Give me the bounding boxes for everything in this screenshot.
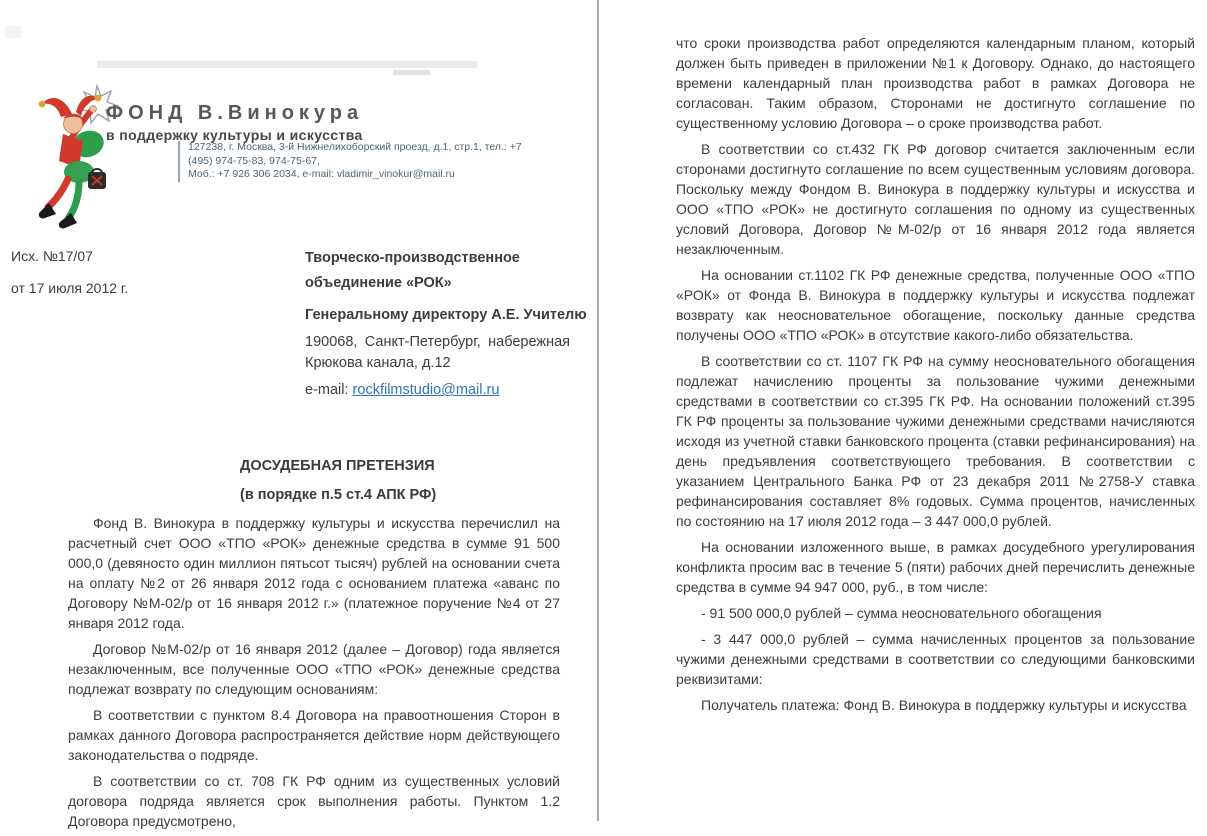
document-title <box>68 458 560 503</box>
letter-date: от 17 июля 2012 г. <box>11 280 129 296</box>
body-paragraph: что сроки производства работ определяются календарным планом, который должен быть приведен в приложении №1 к Договору. Однако, до настоящего времени календарный план производства работ в рамках Договора не согласован. Таким образом, Сторонами не достигнуто соглашение по существенному условию Договора – о сроке производства работ. <box>676 35 1195 131</box>
page1-body <box>68 513 560 836</box>
page2-body <box>676 33 1195 721</box>
body-paragraph: Договор №М-02/р от 16 января 2012 (далее – Договор) года является незаключенным, все полученные ООО «ТПО «РОК» денежные средства подлежат возврату по следующим основаниям: <box>68 641 560 697</box>
addressee-block <box>305 246 587 401</box>
contact-line-phone-email: Моб.: +7 926 306 2034, e-mail: vladimir_vinokur@mail.ru <box>188 168 455 180</box>
fund-brand-subtitle: в поддержку культуры и искусства <box>106 127 363 143</box>
body-paragraph: Фонд В. Винокура в поддержку культуры и искусства перечислил на расчетный счет ООО «ТПО «РОК» денежные средства в сумме 91 500 000,0 (девяносто один миллион пятьсот тысяч) рублей на основании счета на оплату №2 от 26 января 2012 года с основанием платежа «аванс по Договору №М-02/р от 16 января 2012 г.» (платежное поручение №4 от 27 января 2012 года. <box>68 515 560 631</box>
document-title-line1: ДОСУДЕБНАЯ ПРЕТЕНЗИЯ <box>240 458 435 474</box>
contact-line-address: 127238, г. Москва, 3-й Нижнелихоборский проезд, д.1, стр.1, тел.: +7 (495) 974-75-83, 974-75-67, <box>188 141 522 167</box>
body-paragraph: В соответствии со ст. 1107 ГК РФ на сумму неосновательного обогащения подлежат начислению проценты за пользование чужими денежными средствами в соответствии со ст.395 ГК РФ. На основании положений ст.395 ГК РФ проценты за пользование чужими денежными средствами начисляются исходя из учетной ставки банковского процента (ставки рефинансирования) на день предъявления соответствующего требования. В соответствии с указанием Центрального Банка РФ от 23 декабря 2011 №2758-У ставка рефинансирования составляет 8% годовых. Сумма процентов, начисленных по состоянию на 17 июля 2012 года – 3 447 000,0 рублей. <box>676 353 1195 529</box>
outgoing-number: Исх. №17/07 <box>11 248 93 264</box>
scan-artifact-bar <box>97 61 477 68</box>
body-paragraph: В соответствии со ст. 708 ГК РФ одним из существенных условий договора подряда является срок выполнения работы. Пунктом 1.2 Договора предусмотрено, <box>68 773 560 829</box>
body-paragraph: В соответствии с пунктом 8.4 Договора на правоотношения Сторон в рамках данного Договора распространяется действие норм действующего законодательства о подряде. <box>68 707 560 763</box>
document-title-line2: (в порядке п.5 ст.4 АПК РФ) <box>240 487 437 503</box>
addressee-email-row <box>305 380 570 401</box>
scan-artifact-bar <box>393 70 430 75</box>
body-paragraph-list-item: - 3 447 000,0 рублей – сумма начисленных процентов за пользование чужими денежными средствами в соответствии со следующими банковскими реквизитами: <box>676 631 1195 687</box>
scan-artifact <box>6 26 22 38</box>
email-label: e-mail: <box>305 382 353 398</box>
letterhead-contact-block <box>178 141 523 182</box>
addressee-director: Генеральному директору А.Е. Учителю <box>305 307 587 323</box>
fund-brand-name: ФОНД В.Винокура <box>106 102 364 124</box>
addressee-address: 190068, Санкт-Петербург, набережная Крюкова канала, д.12 <box>305 334 570 371</box>
body-paragraph: Получатель платежа: Фонд В. Винокура в поддержку культуры и искусства <box>701 697 1187 713</box>
addressee-organization: Творческо-производственное объединение «РОК» <box>305 250 520 291</box>
body-paragraph: На основании ст.1102 ГК РФ денежные средства, полученные ООО «ТПО «РОК» от Фонда В. Винокура в поддержку культуры и искусства подлежат возврату как неосновательное обогащение, поскольку данные средства получены ООО «ТПО «РОК» в отсутствие какого-либо обязательства. <box>676 267 1195 343</box>
body-paragraph: На основании изложенного выше, в рамках досудебного урегулирования конфликта просим вас в течение 5 (пяти) рабочих дней перечислить денежные средства в сумме 94 947 000, руб., в том числе: <box>676 539 1195 595</box>
addressee-email-link[interactable]: rockfilmstudio@mail.ru <box>352 382 500 398</box>
body-paragraph: В соответствии со ст.432 ГК РФ договор считается заключенным если сторонами достигнуто соглашение по всем существенным условиям договора. Поскольку между Фондом В. Винокура в поддержку культуры и искусства и ООО «ТПО «РОК» не достигнуто соглашения по одному из существенных условий Договора, Договор №М-02/р от 16 января 2012 года является незаключенным. <box>676 141 1195 257</box>
letter-meta <box>11 248 128 296</box>
page-divider <box>597 0 599 821</box>
body-paragraph-list-item: - 91 500 000,0 рублей – сумма неосновательного обогащения <box>701 605 1102 621</box>
